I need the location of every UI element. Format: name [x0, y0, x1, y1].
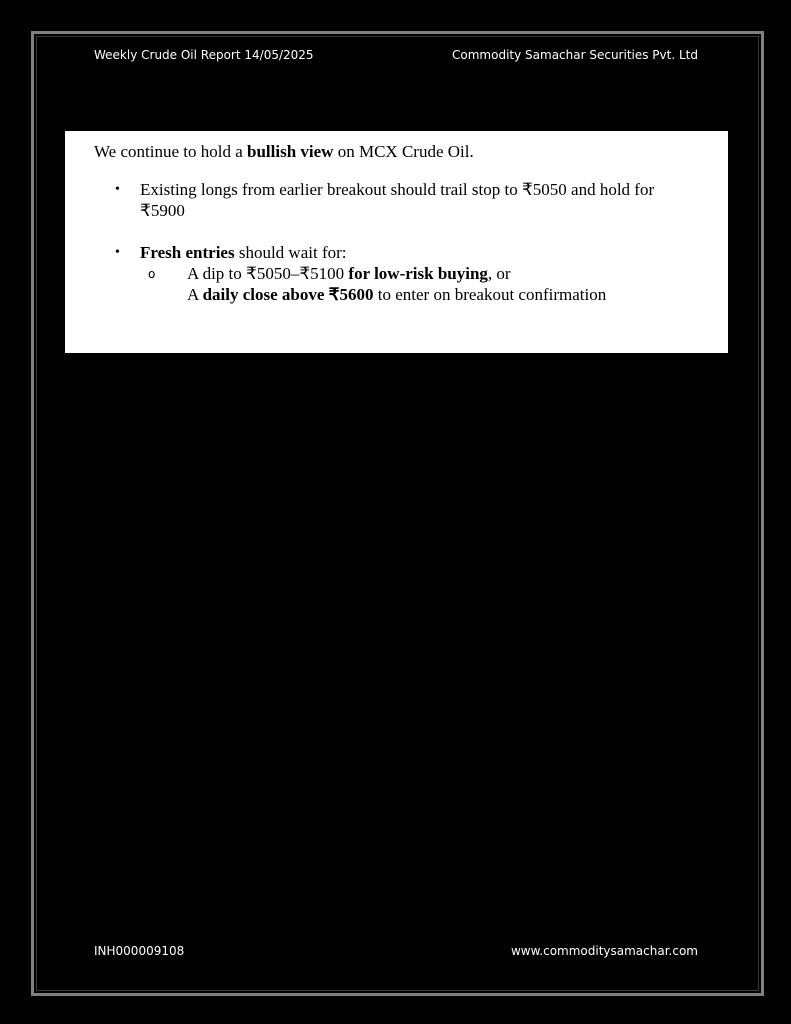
- registration-number-footer: INH000009108: [94, 944, 185, 958]
- sub-item-text-bold: daily close above ₹5600: [202, 285, 374, 304]
- intro-text-pre: We continue to hold a: [94, 142, 248, 161]
- bullet-icon: •: [115, 245, 120, 260]
- intro-text-post: on MCX Crude Oil.: [333, 142, 474, 161]
- sub-item-text-bold: for low-risk buying: [348, 264, 488, 283]
- sub-bullet-icon: o: [148, 267, 156, 281]
- website-footer: www.commoditysamachar.com: [510, 944, 698, 958]
- list-item: [115, 242, 700, 263]
- intro-text-bold: bullish view: [247, 142, 334, 161]
- list-item-bold: Fresh entries: [140, 243, 235, 262]
- list-item-text: Existing longs from earlier breakout should trail stop to ₹5050 and hold for ₹5900: [140, 180, 655, 220]
- list-item-text: should wait for:: [234, 243, 347, 262]
- content-box: [65, 131, 728, 353]
- list-item: [115, 179, 700, 221]
- company-name-header: Commodity Samachar Securities Pvt. Ltd: [452, 48, 698, 62]
- sub-item-text-post: , or: [487, 264, 511, 283]
- sub-item-text-pre: A: [187, 285, 203, 304]
- sub-item-text-pre: A dip to ₹5050–₹5100: [187, 264, 349, 283]
- sub-list-item: [187, 263, 511, 284]
- bullet-icon: •: [115, 182, 120, 197]
- sub-list-item: [187, 284, 606, 305]
- intro-paragraph: [94, 141, 474, 162]
- report-title-header: Weekly Crude Oil Report 14/05/2025: [94, 48, 314, 62]
- sub-item-text-post: to enter on breakout confirmation: [373, 285, 607, 304]
